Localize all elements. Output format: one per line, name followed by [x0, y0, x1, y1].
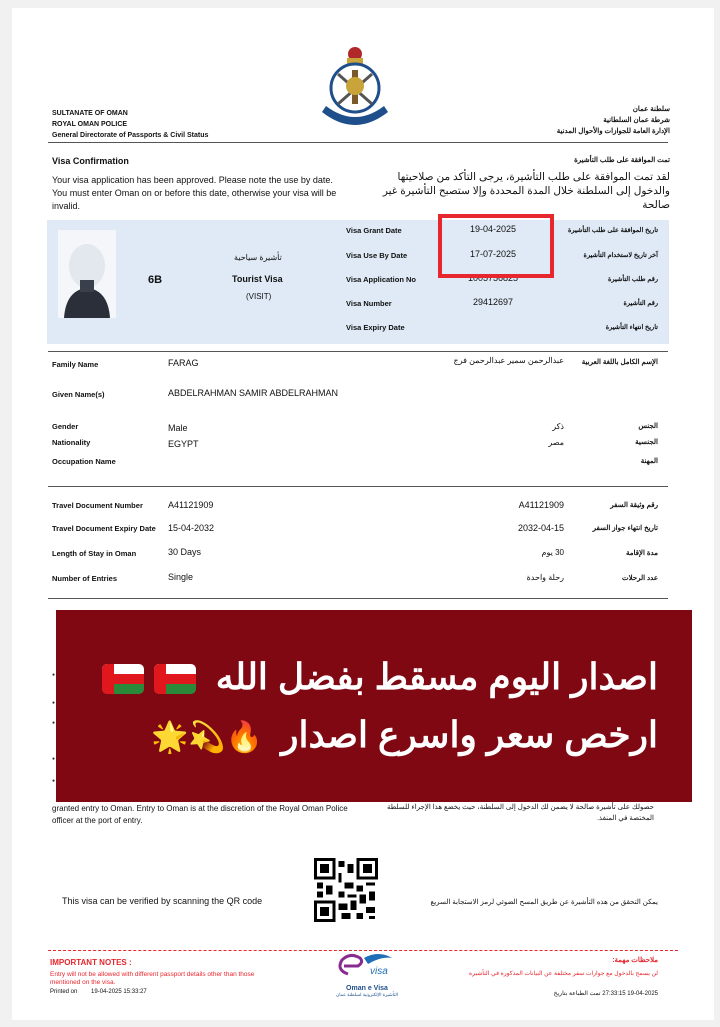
logo-subtext: التأشيرة الإلكترونية لسلطنة عمان [335, 992, 399, 997]
nationality-label-ar: الجنسية [635, 439, 658, 446]
header-directorate-ar: الإدارة العامة للجوازات والأحوال المدنية [556, 128, 670, 135]
travel-doc-expiry-value-r: 2032-04-15 [517, 523, 564, 533]
nationality-value: EGYPT [168, 439, 199, 449]
notes-english: granted entry to Oman. Entry to Oman is at the discretion of the Royal Oman Police officer at the port of entry. [52, 804, 348, 825]
number-of-entries-label-ar: عدد الرحلات [622, 575, 658, 582]
printed-on-value: 19-04-2025 15:33:27 [91, 989, 147, 995]
travel-doc-expiry-label: Travel Document Expiry Date [52, 524, 156, 533]
gender-value: Male [168, 423, 188, 433]
header-divider [48, 142, 668, 143]
family-name-label: Family Name [52, 360, 99, 369]
fire-dizzy-star-emoji-icon: 🔥💫🌟 [151, 721, 264, 754]
header-directorate: General Directorate of Passports & Civil Status [52, 132, 209, 139]
visa-application-no-value: 1005756825 [467, 273, 519, 283]
promo-banner-overlay [56, 610, 692, 802]
section-divider [48, 351, 668, 352]
visa-document [12, 8, 714, 1020]
travel-doc-expiry-label-ar: تاريخ انتهاء جواز السفر [592, 525, 658, 532]
given-names-label: Given Name(s) [52, 390, 105, 399]
occupation-label: Occupation Name [52, 457, 116, 466]
gender-value-ar: ذكر [552, 422, 564, 431]
visa-type: Tourist Visa [232, 274, 283, 284]
logo-text: Oman e Visa [346, 985, 388, 992]
oman-flag-icon [102, 664, 144, 694]
confirmation-title: Visa Confirmation [52, 156, 129, 166]
bullet-mark: ● [52, 720, 56, 726]
visa-expiry-label: Visa Expiry Date [346, 323, 405, 332]
visa-use-by-value: 17-07-2025 [469, 249, 517, 259]
visa-grant-date-value: 19-04-2025 [469, 224, 517, 234]
header-country: SULTANATE OF OMAN [52, 110, 128, 117]
visa-use-by-label: Visa Use By Date [346, 251, 408, 260]
bullet-mark: ● [52, 756, 56, 762]
header-police-ar: شرطة عمان السلطانية [603, 117, 670, 124]
banner-line-2 [151, 714, 658, 756]
royal-oman-police-emblem-icon [314, 42, 396, 134]
gender-label: Gender [52, 422, 79, 431]
family-name-value: FARAG [168, 358, 199, 368]
highlight-box [438, 214, 554, 278]
number-of-entries-value: Single [168, 572, 194, 582]
important-notes-title: IMPORTANT NOTES : [50, 958, 132, 967]
full-name-ar-value: عبدالرحمن سمير عبدالرحمن فرج [453, 356, 564, 365]
important-notes-title-ar: ملاحظات مهمة: [612, 957, 658, 964]
visa-number-label: Visa Number [346, 299, 392, 308]
gender-label-ar: الجنس [638, 423, 658, 430]
svg-text:visa: visa [370, 966, 388, 977]
nationality-value-ar: مصر [548, 438, 564, 447]
banner-text-1: اصدار اليوم مسقط بفضل الله [215, 656, 658, 697]
oman-evisa-logo [334, 952, 400, 998]
oman-flag-icon [154, 664, 196, 694]
notes-arabic: حصولك على تأشيرة صالحة لا يضمن لك الدخول إلى السلطنة، حيث يخضع هذا الإجراء للسلطة المختصة في المنفذ. [386, 804, 654, 822]
travel-doc-number-value-r: A41121909 [518, 500, 564, 510]
visa-category: 6B [148, 274, 163, 286]
visa-application-no-label: Visa Application No [346, 275, 417, 284]
visa-type-ar: تأشيرة سياحية [234, 253, 282, 262]
travel-doc-number-label-ar: رقم وثيقة السفر [610, 502, 658, 509]
evisa-logo-icon [334, 952, 400, 980]
visa-use-by-label-ar: آخر تاريخ لاستخدام التأشيرة [583, 252, 658, 259]
important-notes-body: Entry will not be allowed with different passport details other than those mentioned on the visa. [50, 971, 255, 986]
banner-line-1 [102, 656, 658, 698]
qr-instruction-ar: يمكن التحقق من هذه التأشيرة عن طريق المسح الضوئي لرمز الاستجابة السريع [430, 899, 658, 906]
occupation-label-ar: المهنة [640, 458, 658, 465]
bullet-mark: ● [52, 700, 56, 706]
travel-doc-expiry-value: 15-04-2032 [168, 523, 215, 533]
visa-grant-date-label-ar: تاريخ الموافقة على طلب التأشيرة [567, 227, 658, 234]
length-of-stay-value: 30 Days [168, 547, 202, 557]
header-english [52, 108, 208, 141]
number-of-entries-label: Number of Entries [52, 574, 118, 583]
applicant-photo [58, 230, 116, 318]
visa-application-no-label-ar: رقم طلب التأشيرة [607, 276, 658, 283]
bullet-mark: ● [52, 778, 56, 784]
visa-number-label-ar: رقم التأشيرة [623, 300, 658, 307]
length-of-stay-value-r: 30 يوم [541, 548, 564, 557]
number-of-entries-value-r: رحلة واحدة [526, 573, 564, 582]
qr-instruction: This visa can be verified by scanning the QR code [62, 896, 263, 906]
qr-code-icon[interactable] [314, 858, 378, 922]
section-divider-2 [48, 486, 668, 487]
header-police: ROYAL OMAN POLICE [52, 121, 128, 128]
length-of-stay-label-ar: مدة الإقامة [626, 550, 658, 557]
given-names-value: ABDELRAHMAN SAMIR ABDELRAHMAN [168, 388, 339, 398]
header-arabic [557, 104, 670, 137]
confirmation-body: Your visa application has been approved. Please note the use by date. You must enter Oman on or before this date, otherwise your visa will be invalid. [52, 175, 337, 211]
visa-expiry-label-ar: تاريخ انتهاء التأشيرة [605, 324, 658, 331]
travel-doc-number-value: A41121909 [168, 500, 214, 510]
full-name-ar-label: الإسم الكامل باللغة العربية [581, 359, 658, 366]
footer-divider [48, 950, 678, 951]
section-divider-3 [48, 598, 668, 599]
travel-doc-number-label: Travel Document Number [52, 501, 143, 510]
visa-number-value: 29412697 [472, 297, 514, 307]
visa-grant-date-label: Visa Grant Date [346, 226, 402, 235]
bullet-mark: ● [52, 672, 56, 678]
length-of-stay-label: Length of Stay in Oman [52, 549, 137, 558]
visa-type-sub: (VISIT) [246, 292, 272, 301]
nationality-label: Nationality [52, 438, 91, 447]
confirmation-title-ar: تمت الموافقة على طلب التأشيرة [574, 157, 670, 164]
banner-text-2: ارخص سعر واسرع اصدار [281, 714, 658, 755]
printed-on [50, 989, 147, 995]
header-country-ar: سلطنة عمان [632, 106, 670, 113]
important-notes-body-ar: لن يسمح بالدخول مع جوازات سفر مختلفة عن البيانات المذكورة في التأشيرة [469, 971, 658, 977]
printed-on-label: Printed on [50, 989, 78, 995]
confirmation-body-ar: لقد تمت الموافقة على طلب التأشيرة، يرجى التأكد من صلاحيتها والدخول إلى السلطنة خلال المدة المحددة وإلا ستصبح التأشيرة غير صالحة [382, 171, 670, 211]
printed-on-ar: 19-04-2025 27:33:15 تمت الطباعة بتاريخ [553, 991, 658, 997]
